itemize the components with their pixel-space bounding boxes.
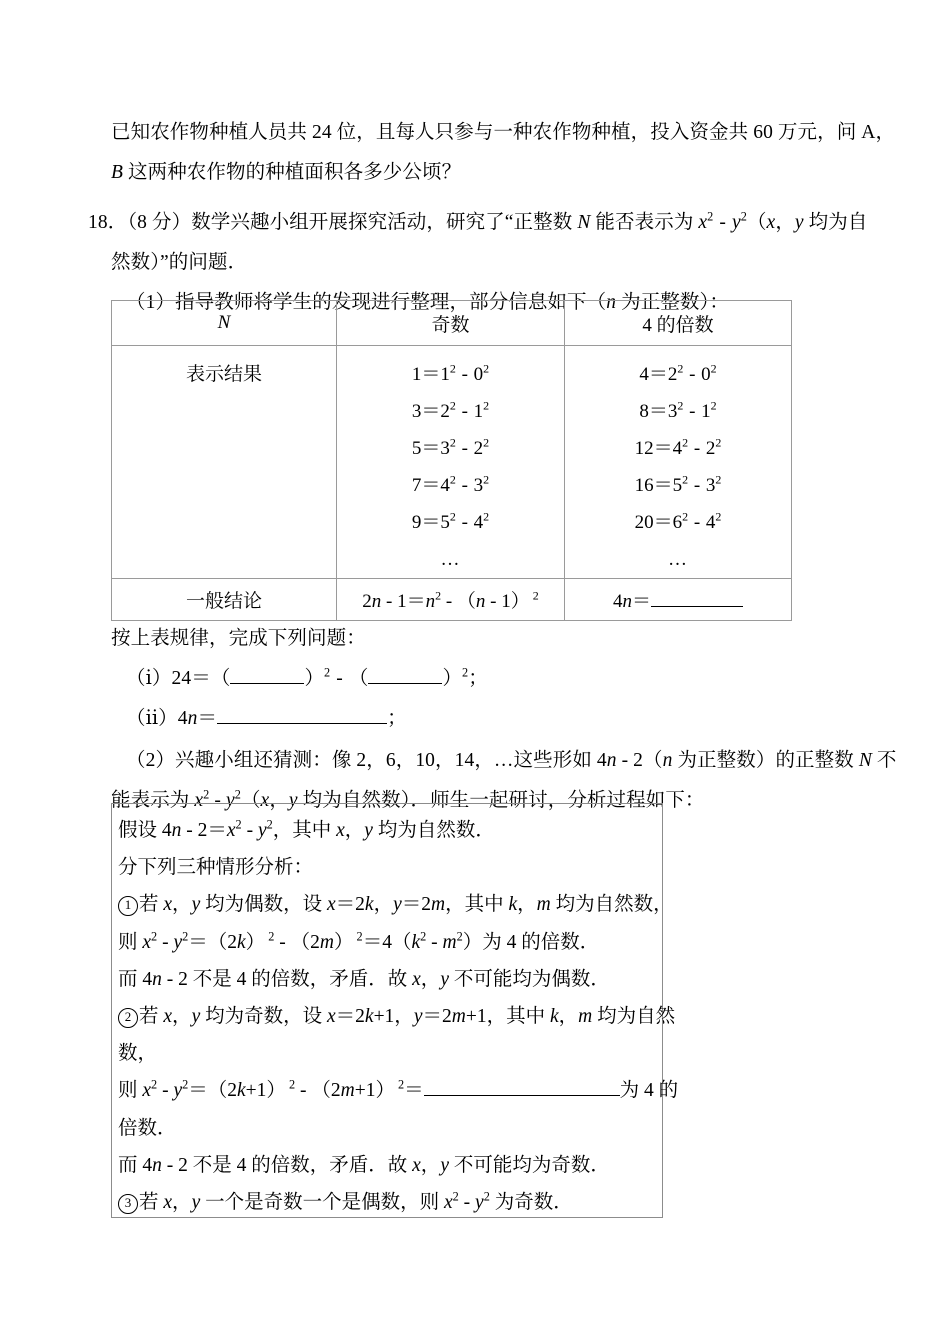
eq-base-b: 3 [473,475,484,496]
analysis-line-7: 数， [118,1043,158,1065]
eq-base-a: 4 [672,438,683,459]
eq-lhs: 1 [411,364,422,385]
minus-sign: - [456,401,473,422]
pattern-table [111,300,792,621]
eq-base-b: 2 [473,438,484,459]
minus-sign: - [684,401,701,422]
table-cell-conclusion-mult4 [565,579,792,621]
odd-eq-1: $1=1^2 - 0^2$ [411,361,490,385]
circled-number-2: 2 [118,1008,138,1028]
circled-number-1: 1 [118,896,138,916]
table-cell-conclusion-label [112,579,337,621]
minus-sign: - [689,475,705,496]
table-header-label: 奇数 [431,314,470,336]
answer-blank-4n[interactable] [651,589,743,607]
eq-lhs: 20 [634,512,654,533]
problem18-stem-text-d: 然数）”的问题． [111,252,248,273]
eq-base-a: 6 [672,512,683,533]
problem17-line1 [111,113,895,153]
problem18-stem-text-b: 能否表示为 [590,212,699,233]
mult4-eq-1: $4=2^2 - 0^2$ [639,361,717,385]
answer-blank-expansion[interactable] [424,1078,620,1096]
minus-sign: - [456,438,473,459]
problem17-line2-text: 这两种农作物的种植面积各多少公顷？ [123,162,462,183]
followup-intro-text: 按上表规律，完成下列问题： [111,628,366,649]
part2-line1-text: （2）兴趣小组还猜测：像 2，6，10，14，…这些形如 4n - 2（n 为正整数）的正整数 N 不 [126,750,897,771]
eq-lhs: 8 [639,401,649,422]
eq-sign: ＝ [421,364,441,385]
eq-sign: ＝ [653,512,673,533]
eq-base-a: 3 [440,438,450,459]
variable-x: x [698,212,708,233]
odd-ellipsis: … [440,549,461,570]
variable-y: y [731,212,741,233]
part2-line1 [126,741,897,781]
equals-sign: ＝ [197,708,218,729]
eq-base-a: 5 [672,475,683,496]
paren-open: （ [348,668,369,689]
mult4-ellipsis: … [668,549,688,570]
eq-sign: ＝ [648,364,668,385]
table-cell-odd-list [337,346,565,579]
variable-n: n [606,292,617,313]
eq-lhs: 3 [411,401,422,422]
semicolon: ； [387,708,407,729]
exponent-2: 2 [462,665,469,680]
eq-lhs: 16 [634,475,654,496]
eq-sign: ＝ [653,438,673,459]
problem18-stem-line1: 18．（8 分）数学兴趣小组开展探究活动，研究了“正整数 N 能否表示为 $x^2 - y^2(x$，y 均为自 [88,209,868,233]
table-header-cell-n [112,301,337,346]
mult4-eq-5: $20=6^2 - 4^2$ [634,509,722,533]
variable-n-capital: N [577,212,591,233]
problem18-stem-text-c: 均为自 [803,212,868,233]
eq-base-a: 2 [440,401,450,422]
analysis-line-9: 倍数． [118,1117,177,1139]
sub1-label-tail: 为正整数）： [616,292,729,313]
followup-item-i [126,659,488,699]
table-cell-conclusion-odd [337,579,565,621]
table-header-row [112,301,792,346]
minus-sign: - [684,364,701,385]
mult4-eq-3: $12=4^2 - 2^2$ [634,435,722,459]
minus-sign: - [331,668,348,689]
variable-n: n [187,708,198,729]
table-header-cell-mult4 [565,301,792,346]
minus-sign: - [689,512,705,533]
row-label-expression-result: 表示结果 [185,364,262,385]
eq-base-b: 0 [473,364,484,385]
sub1-label-text: （1）指导教师将学生的发现进行整理，部分信息如下（ [126,292,607,313]
eq-base-b: 4 [705,512,716,533]
eq-base-a: 4 [440,475,450,496]
problem17-line2 [111,153,461,193]
table-conclusion-row [112,579,792,621]
minus-sign: - [456,512,473,533]
analysis-line-5: 而 4n - 2 不是 4 的倍数，矛盾．故 x，y 不可能均为偶数． [118,968,610,990]
odd-eq-2: $3=2^2 - 1^2$ [411,398,490,422]
problem18-stem-text-a: 数学兴趣小组开展探究活动，研究了“正整数 [191,212,578,233]
semicolon: ； [468,668,488,689]
problem18-number: 18 [88,212,108,233]
variable-b: B [111,162,124,183]
analysis-line-6: 2 若 x，y 均为奇数，设 x＝2k+1，y＝2m+1，其中 k，m 均为自然 [118,998,662,1035]
exponent-2: 2 [324,665,331,680]
variable-y: y [794,212,804,233]
analysis-line-10: 而 4n - 2 不是 4 的倍数，矛盾．故 x，y 不可能均为奇数． [118,1154,610,1176]
paren-open: （ [746,212,767,233]
eq-sign: ＝ [421,512,441,533]
analysis-line-4: 则 $x^2 - y^2=(2k)$ $^2$ - （2m） $^2=4(k^2 - m^2)$为 4 的倍数． [118,929,600,953]
odd-eq-4: $7=4^2 - 3^2$ [411,472,490,496]
analysis-line-11: 3 若 x，y 一个是奇数一个是偶数，则 $x^2 - y^2$ 为奇数． [118,1184,662,1221]
followup-i-label: （ⅰ）24＝（ [126,668,231,689]
mult4-eq-4: $16=5^2 - 3^2$ [634,472,722,496]
followup-intro [111,619,366,659]
exponent-2: 2 [707,209,714,224]
mult4-eq-2: $8=3^2 - 1^2$ [639,398,717,422]
odd-eq-3: $5=3^2 - 2^2$ [411,435,490,459]
analysis-line-3: 1 若 x，y 均为偶数，设 x＝2k，y＝2m，其中 k，m 均为自然数， [118,886,662,923]
table-cell-row-label [112,346,337,579]
paren-close: ） [442,668,463,689]
part2-line2-text: 能表示为 $x^2 - y^2(x$，y 均为自然数）．师生一起研讨，分析过程如下： [111,787,705,811]
table-header-label: 4 的倍数 [642,314,714,336]
eq-lhs: 9 [411,512,422,533]
eq-base-b: 3 [705,475,716,496]
table-header-label: N [217,312,231,333]
problem18-stem-line2 [111,243,247,283]
eq-base-b: 0 [701,364,711,385]
eq-lhs: 12 [634,438,654,459]
paren-close: ） [304,668,325,689]
problem17-line1-text: 已知农作物种植人员共 24 位，且每人只参与一种农作物种植，投入资金共 60 万元，问 A， [111,122,896,143]
eq-lhs: 4 [639,364,649,385]
comma: ， [775,212,795,233]
eq-base-b: 2 [705,438,716,459]
eq-base-b: 1 [473,401,484,422]
eq-base-a: 3 [667,401,678,422]
table-body-row [112,346,792,579]
problem18-score: （8 分） [127,212,192,233]
variable-x: x [766,212,776,233]
minus-sign: - [689,438,705,459]
minus-sign: - [456,364,473,385]
minus-sign: - [714,212,731,233]
eq-lhs: 5 [411,438,422,459]
eq-sign: ＝ [421,475,441,496]
analysis-line-1: 假设 $4n - 2=x^2 - y^2$，其中 x，y 均为自然数． [118,817,495,841]
row-label-general-conclusion: 一般结论 [185,591,262,612]
eq-base-a: 5 [440,512,450,533]
followup-ii-label: （ⅱ）4 [126,708,188,729]
conclusion-mult4-prefix: 4n＝ [612,591,651,612]
table-header-cell-odd [337,301,565,346]
eq-sign: ＝ [421,401,441,422]
answer-blank-i-second[interactable] [368,666,442,684]
exponent-2: 2 [740,209,747,224]
eq-base-a: 2 [667,364,678,385]
minus-sign: - [456,475,473,496]
eq-sign: ＝ [653,475,673,496]
conclusion-odd-formula: $2n - 1=n^2 - (n - 1)$ $^2$ [362,588,539,612]
answer-blank-i-first[interactable] [230,666,304,684]
eq-sign: ＝ [421,438,441,459]
eq-sign: ＝ [648,401,668,422]
eq-base-a: 1 [440,364,450,385]
eq-lhs: 7 [411,475,422,496]
table-cell-mult4-list [565,346,792,579]
eq-base-b: 1 [701,401,711,422]
odd-eq-5: $9=5^2 - 4^2$ [411,509,490,533]
eq-base-b: 4 [473,512,484,533]
followup-item-ii [126,699,407,739]
analysis-box [111,803,679,1218]
analysis-line-8: 则 $x^2 - y^2=(2k+1)$ $^2$ - （2m+1） $^2$＝ 为 4 的 [118,1077,679,1102]
answer-blank-ii[interactable] [217,706,387,724]
circled-number-3: 3 [118,1194,138,1214]
analysis-line-2: 分下列三种情形分析： [118,857,314,879]
